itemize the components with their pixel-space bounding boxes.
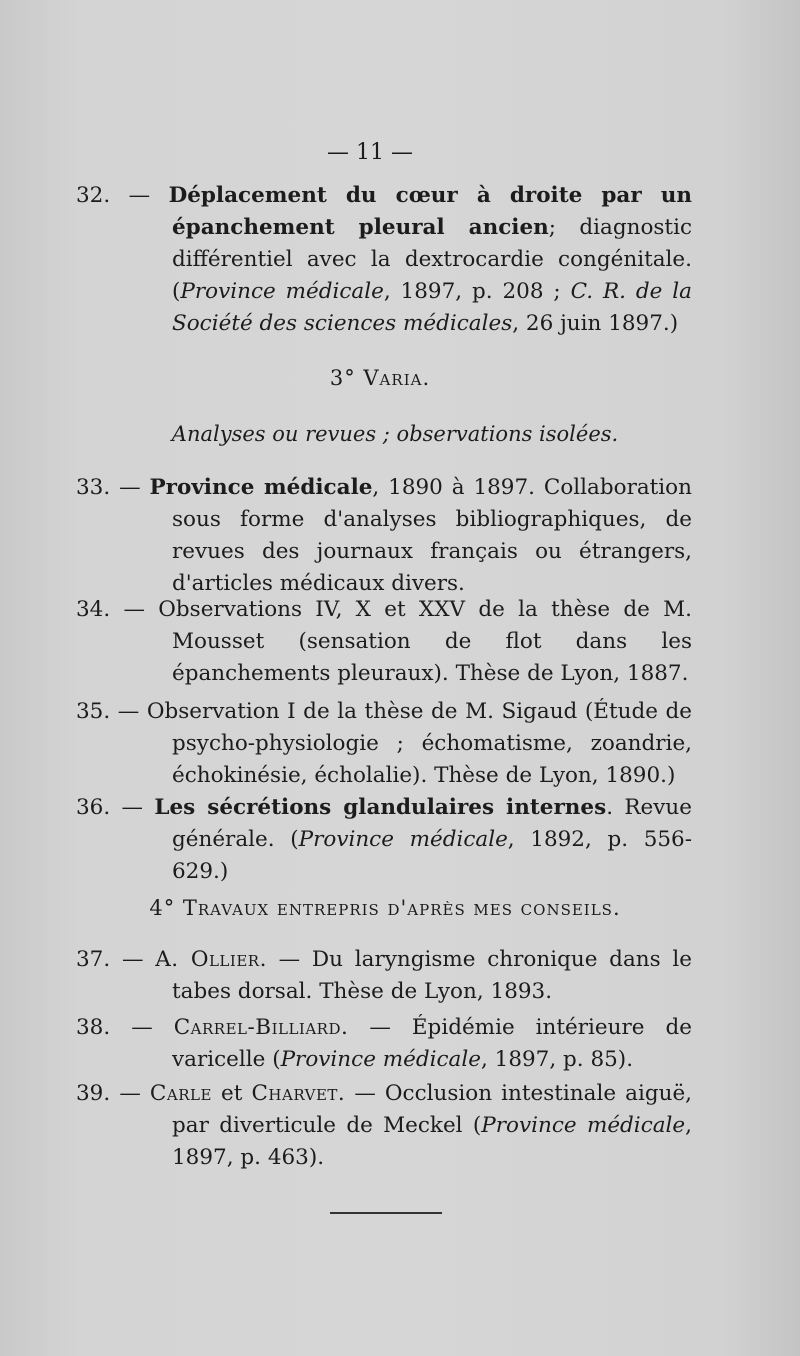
entry-text: . Revue générale. ( <box>172 795 692 852</box>
entry-37 <box>76 944 692 1008</box>
entry-text: — Observation I de la thèse de M. Sigaud (Étude de psycho-physiologie ; échomatisme, zoandrie, échokinésie, écholalie). Thèse de Lyon, 1890.) <box>117 699 692 788</box>
entry-text: , 1897, p. 208 ; <box>383 279 571 304</box>
entry-dash: — <box>119 475 141 500</box>
entry-dash: — <box>121 947 144 972</box>
entry-38 <box>76 1012 692 1076</box>
entry-text: et <box>211 1081 252 1106</box>
journal-title: Province médicale <box>180 279 384 304</box>
entry-33 <box>76 472 692 600</box>
entry-title: Province médicale <box>149 475 373 500</box>
author-name: Charvet. <box>251 1081 346 1106</box>
entry-text: — Observations IV, X et XXV de la thèse de M. Mousset (sensation de flot dans les épanchements pleuraux). Thèse de Lyon, 1887. <box>123 597 692 686</box>
journal-title: C. R. de la Société des sciences médicales <box>172 279 692 336</box>
section-heading: 4° Travaux entrepris d'après mes conseils. <box>149 896 621 920</box>
entry-number: 33. <box>76 475 111 500</box>
entry-number: 37. <box>76 947 111 972</box>
entry-text: , 1892, p. 556-629.) <box>172 827 692 884</box>
section-subtitle: Analyses ou revues ; observations isolées. <box>171 422 619 446</box>
author-name: A. Ollier. <box>155 947 267 972</box>
entry-number: 39. <box>76 1081 111 1106</box>
section-heading: 3° Varia. <box>329 366 431 390</box>
entry-dash: — <box>119 1081 141 1106</box>
entry-text: — Occlusion intestinale aiguë, par diverticule de Meckel ( <box>172 1081 693 1138</box>
entry-39 <box>76 1078 692 1174</box>
entry-text: , 1890 à 1897. Collaboration sous forme d'analyses bibliographiques, de revues des journaux français ou étrangers, d'articles médicaux divers. <box>172 475 692 596</box>
entry-text: , 1897, p. 85). <box>480 1047 634 1072</box>
entry-text: ; diagnostic différentiel avec la dextrocardie congénitale. ( <box>172 215 692 304</box>
entry-dash: — <box>128 183 151 208</box>
entry-title: Les sécrétions glandulaires internes <box>154 795 607 820</box>
author-name: Carrel-Billiard. <box>173 1015 349 1040</box>
journal-title: Province médicale <box>298 827 508 852</box>
entry-36 <box>76 792 692 888</box>
entry-number: 38. <box>76 1015 111 1040</box>
entry-number: 34. <box>76 597 111 622</box>
journal-title: Province médicale <box>481 1113 686 1138</box>
entry-text: — Épidémie intérieure de varicelle ( <box>172 1015 692 1072</box>
entry-title: Déplacement du cœur à droite par un épanchement pleural ancien <box>168 183 693 240</box>
page-number: — 11 — <box>327 140 413 165</box>
end-rule <box>330 1212 442 1214</box>
entry-number: 35. <box>76 699 111 724</box>
journal-title: Province médicale <box>280 1047 481 1072</box>
entry-35 <box>76 696 692 792</box>
entry-dash: — <box>131 1015 153 1040</box>
entry-number: 32. <box>76 183 111 208</box>
entry-dash: — <box>121 795 144 820</box>
entry-text: , 1897, p. 463). <box>172 1113 692 1170</box>
entry-text: — Du laryngisme chronique dans le tabes dorsal. Thèse de Lyon, 1893. <box>172 947 692 1004</box>
entry-34 <box>76 594 692 690</box>
entry-number: 36. <box>76 795 111 820</box>
author-name: Carle <box>149 1081 212 1106</box>
entry-text: , 26 juin 1897.) <box>512 311 679 336</box>
